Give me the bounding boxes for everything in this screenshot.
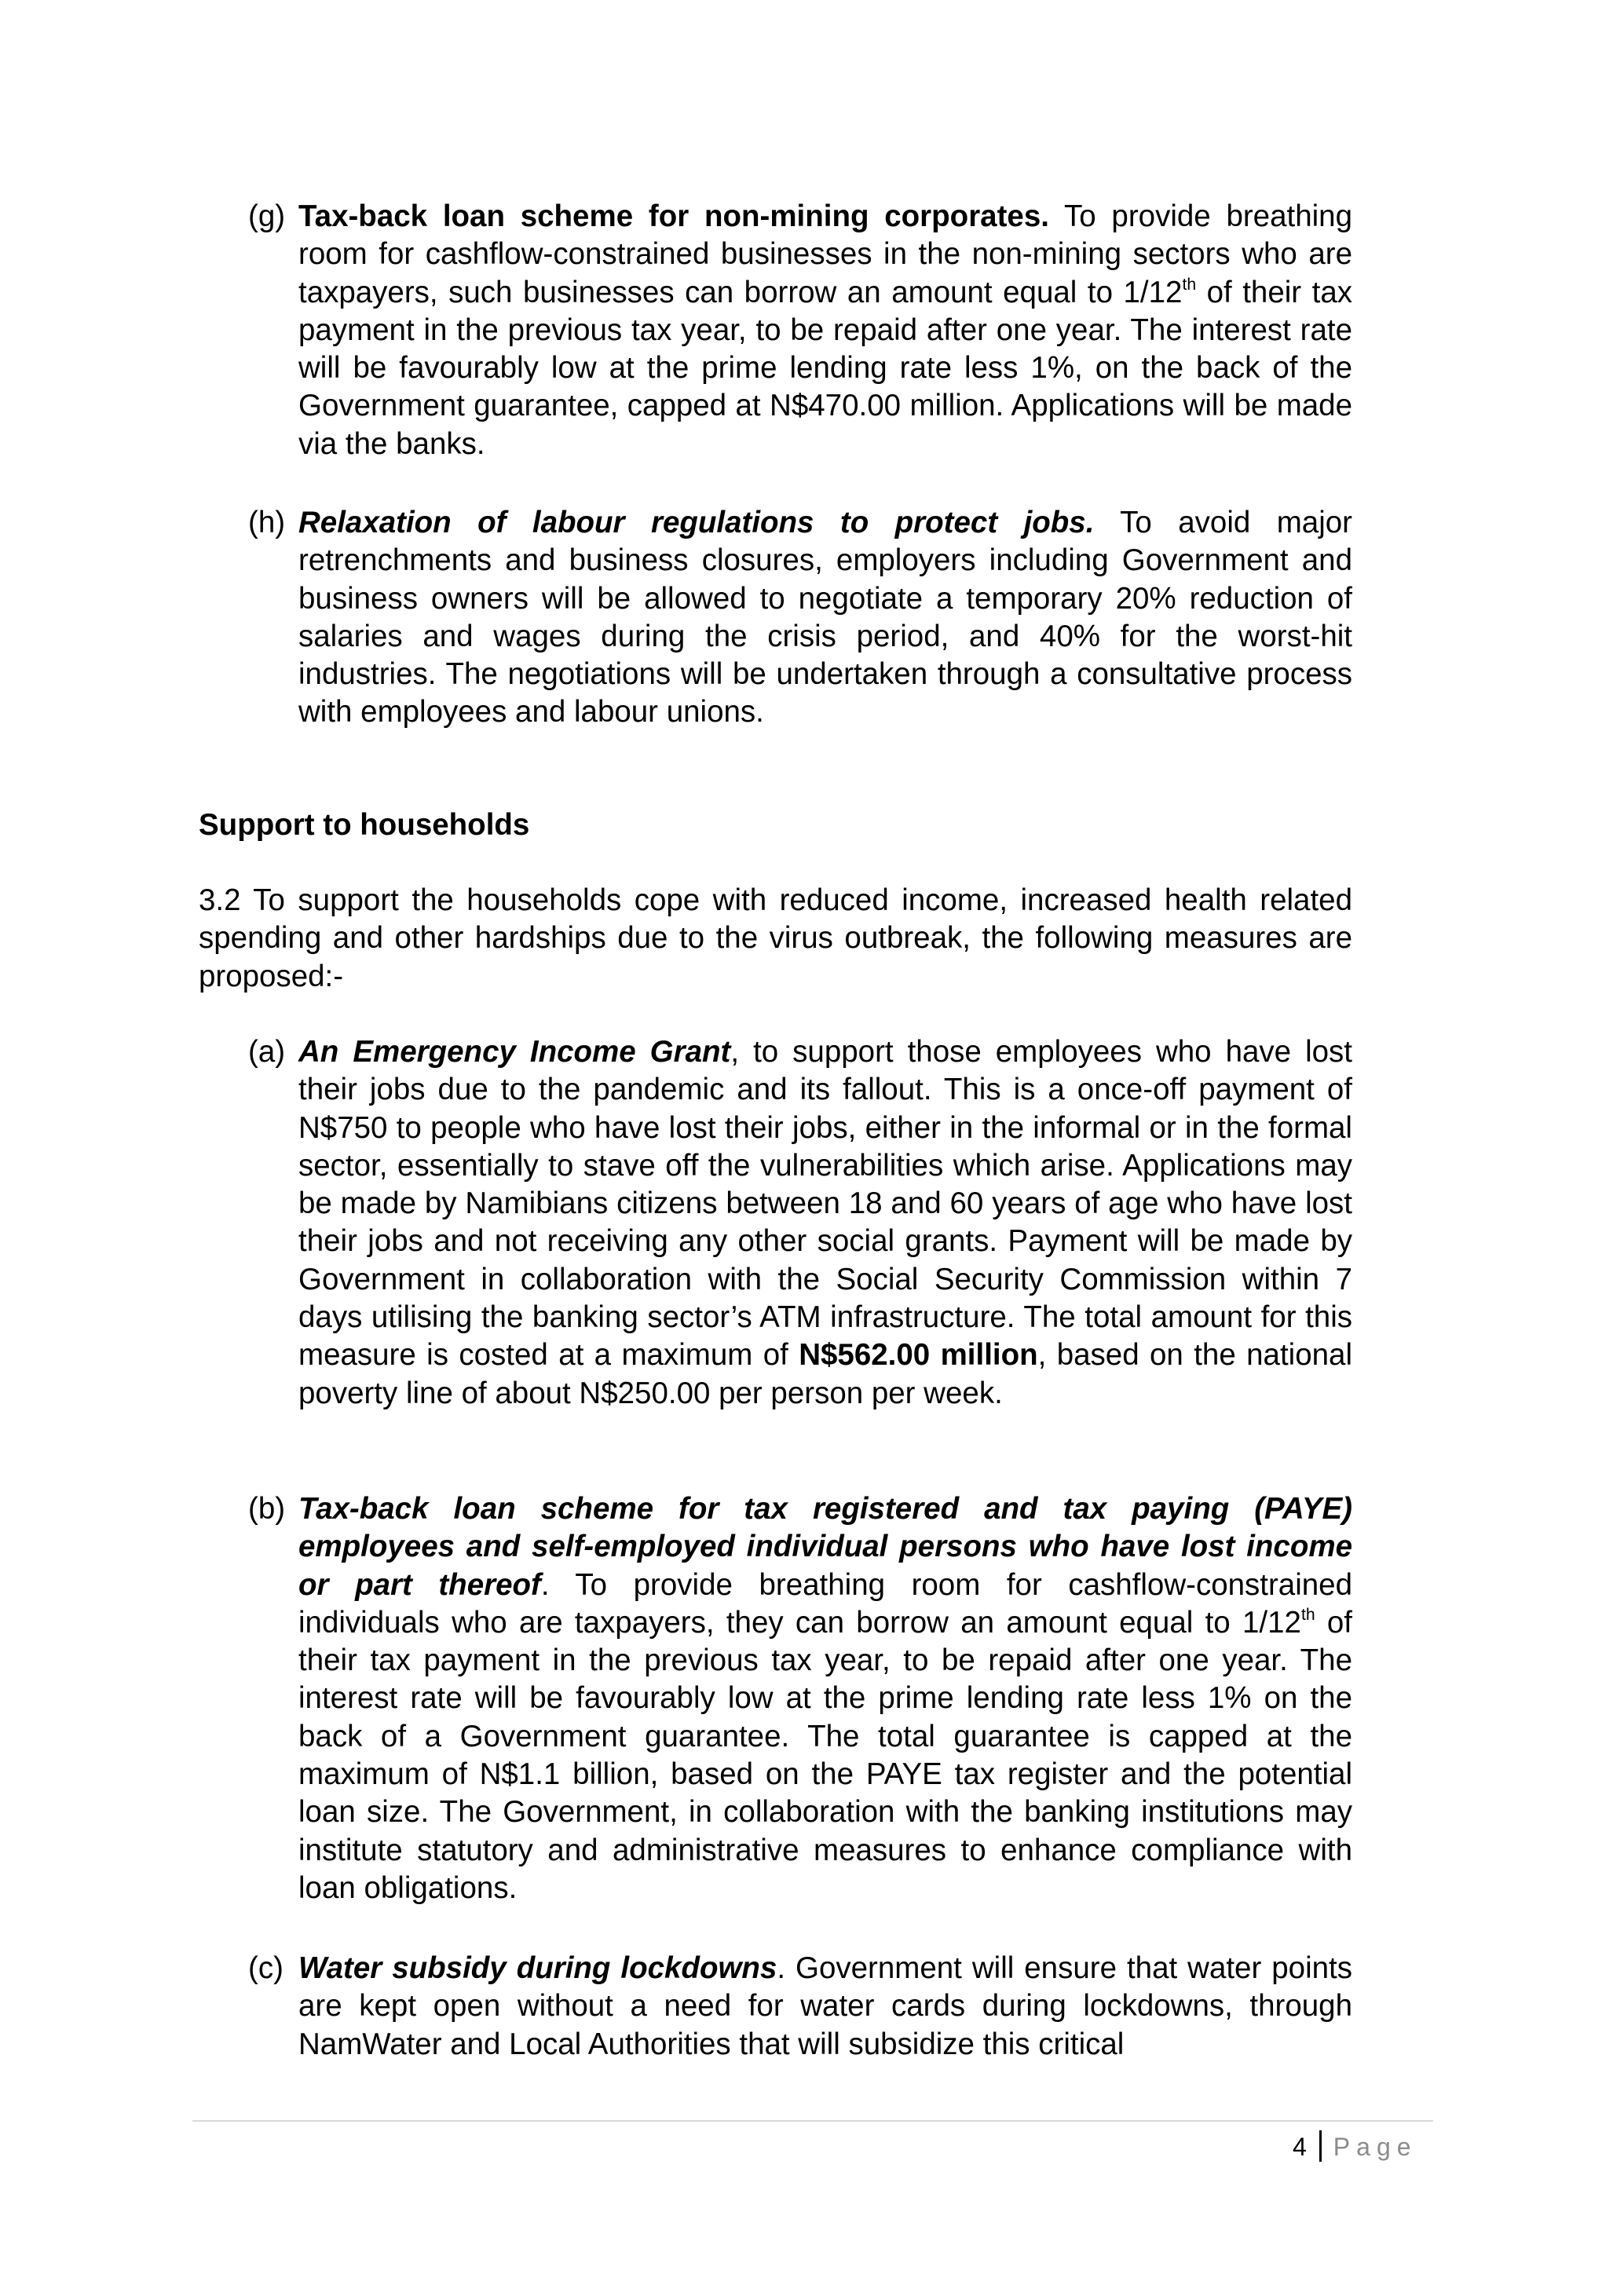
section-heading: Support to households <box>199 808 530 842</box>
list-item-text: of their tax payment in the previous tax year, to be repaid after one year. The interest rate will be favourably low at the prime lending rate less 1% on the back of a Government guarantee. The total guarantee is capped at the maximum of N$1.1 billion, based on the PAYE tax register and the potential loan size. The Government, in collaboration with the banking institutions may institute statutory and administrative measures to enhance compliance with loan obligations. <box>298 1605 1352 1905</box>
list-item-body <box>298 1490 1352 1907</box>
list-item-title: Relaxation of labour regulations to protect jobs. <box>298 506 1095 539</box>
page-number <box>1293 2130 1417 2164</box>
list-item-title: Tax-back loan scheme for non-mining corporates. <box>298 199 1049 233</box>
page-word: Page <box>1333 2133 1417 2161</box>
list-item-body <box>298 504 1352 732</box>
list-item-text: To provide breathing room for cashflow-constrained businesses in the non-mining sectors who are taxpayers, such businesses can borrow an amount equal to 1/12 <box>298 199 1352 309</box>
list-item-b <box>248 1490 1352 1907</box>
footer-divider <box>192 2120 1433 2122</box>
list-item-body <box>298 1950 1352 2064</box>
list-item-label: (a) <box>248 1035 286 1069</box>
list-item-label: (h) <box>248 506 286 539</box>
list-item-body <box>298 198 1352 463</box>
list-item-text: of their tax payment in the previous tax year, to be repaid after one year. The interest rate will be favourably low at the prime lending rate less 1%, on the back of the Government guarantee, capped at N$470.00 million. Applications will be made via the banks. <box>298 275 1353 461</box>
page-number-separator <box>1319 2130 1322 2162</box>
list-item-text: To avoid major retrenchments and business closures, employers including Government and business owners will be allowed to negotiate a temporary 20% reduction of salaries and wages during the crisis period, and 40% for the worst-hit industries. The negotiations will be undertaken through a consultative process with employees and labour unions. <box>298 506 1352 729</box>
emphasis-amount: N$562.00 million <box>799 1338 1038 1373</box>
list-item-h <box>248 504 1352 732</box>
intro-paragraph: 3.2 To support the households cope with reduced income, increased health related spending and other hardships due to the virus outbreak, the following measures are proposed:- <box>199 883 1352 993</box>
list-item-text: . To provide breathing room for cashflow-constrained individuals who are taxpayers, they can borrow an amount equal to 1/12 <box>298 1567 1352 1640</box>
list-item-title: Water subsidy during lockdowns <box>298 1951 777 1985</box>
list-item-label: (b) <box>248 1492 286 1526</box>
superscript: th <box>1300 1606 1315 1625</box>
list-item-a <box>248 1033 1352 1413</box>
list-item-text: , based on the national poverty line of about N$250.00 per person per week. <box>298 1338 1352 1410</box>
superscript: th <box>1182 275 1197 294</box>
list-item-label: (c) <box>248 1951 283 1985</box>
list-item-text: . Government will ensure that water points are kept open without a need for water cards during lockdowns, through NamWater and Local Authorities that will subsidize this critical <box>298 1951 1352 2061</box>
page-number-value: 4 <box>1293 2133 1307 2161</box>
list-item-body <box>298 1033 1352 1413</box>
list-item-title: An Emergency Income Grant <box>298 1035 731 1069</box>
list-item-g <box>248 198 1352 463</box>
list-item-title: Tax-back loan scheme for tax registered and tax paying (PAYE) employees and self-employed individual persons who have lost income or part thereof <box>298 1492 1352 1602</box>
list-item-label: (g) <box>248 199 286 233</box>
list-item-text: , to support those employees who have lost their jobs due to the pandemic and its fallout. This is a once-off payment of N$750 to people who have lost their jobs, either in the informal or in the formal sector, essentially to stave off the vulnerabilities which arise. Applications may be made by Namibians citizens between 18 and 60 years of age who have lost their jobs and not receiving any other social grants. Payment will be made by Government in collaboration with the Social Security Commission within 7 days utilising the banking sector’s ATM infrastructure. The total amount for this measure is costed at a maximum of <box>298 1035 1352 1373</box>
list-item-c <box>248 1950 1352 2064</box>
